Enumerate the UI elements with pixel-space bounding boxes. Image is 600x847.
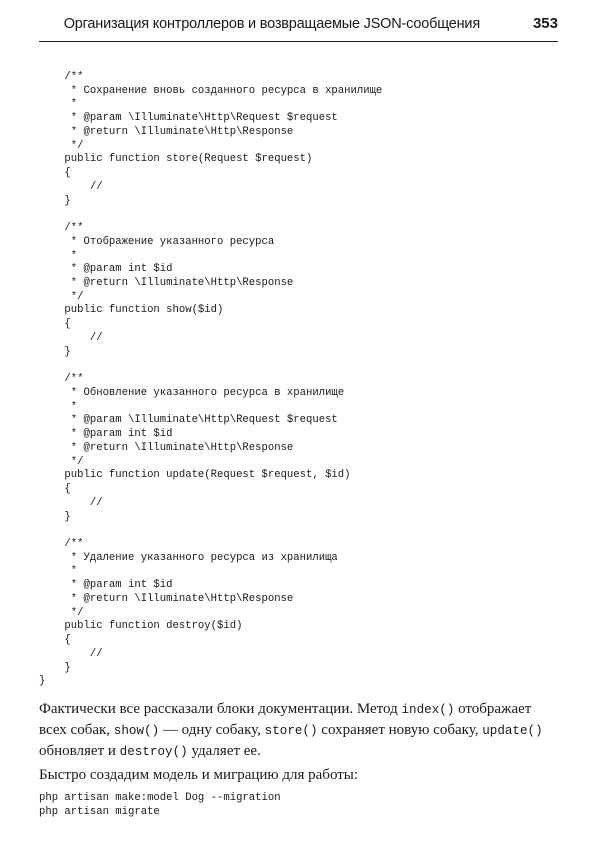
code-line: } (39, 194, 71, 207)
code-line: /** (39, 373, 84, 386)
code-line: // (39, 647, 103, 660)
running-title: Организация контроллеров и возвращаемые JSON-сообщения (63, 16, 480, 32)
inline-code: destroy() (119, 745, 188, 759)
code-line: * Отображение указанного ресурса (39, 235, 275, 248)
code-line: { (39, 318, 71, 331)
page-header (39, 11, 558, 42)
inline-code: index() (401, 703, 455, 717)
code-line: * @param \Illuminate\Http\Request $request (39, 112, 338, 125)
code-line: // (39, 496, 103, 509)
code-line: } (39, 661, 71, 674)
code-line: public function store(Request $request) (39, 153, 313, 166)
code-line: * @return \Illuminate\Http\Response (39, 125, 294, 138)
code-listing (39, 71, 382, 689)
code-line: { (39, 483, 71, 496)
code-line: * @param int $id (39, 579, 173, 592)
code-line: */ (39, 455, 84, 468)
code-line: * @param \Illuminate\Http\Request $request (39, 414, 338, 427)
code-line: */ (39, 606, 84, 619)
code-line (39, 524, 382, 538)
shell-command-line: php artisan migrate (39, 805, 160, 818)
paragraph-text: удаляет ее. (187, 743, 261, 759)
code-line: } (39, 675, 46, 688)
code-line: } (39, 345, 71, 358)
code-line (39, 208, 382, 222)
code-line: * @return \Illuminate\Http\Response (39, 441, 294, 454)
body-paragraph-intro: Быстро создадим модель и миграцию для работы: (39, 767, 359, 783)
code-line: */ (39, 290, 84, 303)
code-line: * Удаление указанного ресурса из хранилища (39, 551, 338, 564)
code-line: public function show($id) (39, 304, 224, 317)
code-line: * @param int $id (39, 428, 173, 441)
code-line: /** (39, 71, 84, 83)
paragraph-text: — одну собаку, (159, 722, 265, 738)
code-line: { (39, 167, 71, 180)
code-line: * (39, 565, 78, 578)
inline-code: store() (264, 724, 318, 738)
code-line: * @return \Illuminate\Http\Response (39, 277, 294, 290)
code-line: /** (39, 537, 84, 550)
code-line: public function destroy($id) (39, 620, 243, 633)
code-line: * @param int $id (39, 263, 173, 276)
page-number: 353 (532, 15, 558, 32)
code-line: * (39, 249, 78, 262)
shell-command-listing (39, 792, 281, 819)
inline-code: show() (113, 724, 160, 738)
code-line: */ (39, 139, 84, 152)
code-line: * (39, 98, 78, 111)
code-line: * Обновление указанного ресурса в хранилище (39, 386, 345, 399)
paragraph-text: сохраняет новую собаку, (317, 722, 483, 738)
code-line: { (39, 634, 71, 647)
code-line: // (39, 331, 103, 344)
code-line: * @return \Illuminate\Http\Response (39, 592, 294, 605)
paragraph-text: обновляет и (39, 743, 120, 759)
code-line: * Сохранение вновь созданного ресурса в хранилище (39, 84, 383, 97)
code-line: // (39, 180, 103, 193)
inline-code: update() (482, 724, 543, 738)
code-line: /** (39, 222, 84, 235)
code-line: public function update(Request $request, $id) (39, 469, 351, 482)
body-paragraph (39, 699, 561, 762)
shell-command-line: php artisan make:model Dog --migration (39, 792, 281, 804)
paragraph-text: Фактически все рассказали блоки документации. Метод (39, 701, 402, 717)
code-line: * (39, 400, 78, 413)
paragraph-text: отображает всех собак, (39, 701, 532, 738)
code-line: } (39, 510, 71, 523)
code-line (39, 359, 382, 373)
